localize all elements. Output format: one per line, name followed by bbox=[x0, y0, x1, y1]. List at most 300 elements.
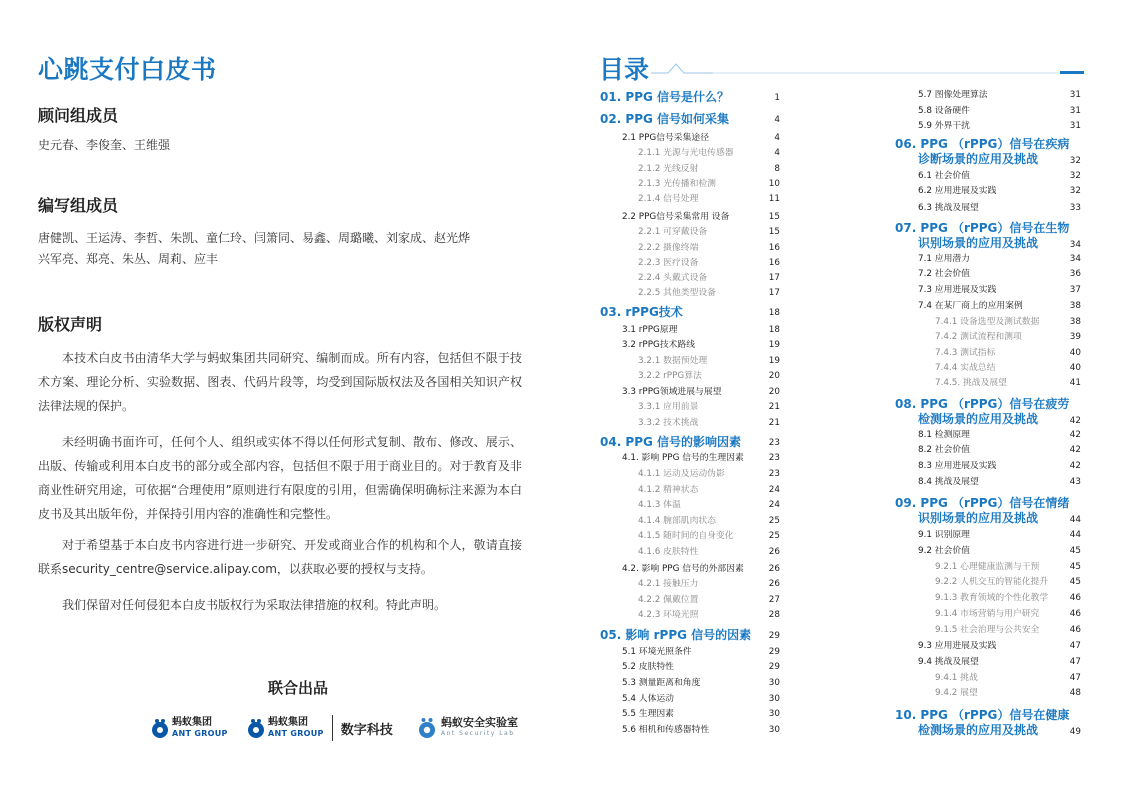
toc-entry-label: 5.4 人体运动 bbox=[622, 694, 674, 704]
toc-entry[interactable] bbox=[918, 529, 1081, 541]
toc-page-number: 44 bbox=[1069, 530, 1081, 540]
toc-entry-label: 2.2.3 医疗设备 bbox=[638, 258, 699, 268]
ant-security-lab-logo bbox=[416, 715, 518, 741]
copyright-paragraph-1: 本技术白皮书由清华大学与蚂蚁集团共同研究、编制而成。所有内容，包括但不限于技术方案、理论分析、实验数据、图表、代码片段等，均受到国际版权法及各国相关知识产权法律法规的保护。 bbox=[38, 351, 522, 413]
toc-entry[interactable] bbox=[600, 305, 780, 320]
toc-page-number: 44 bbox=[1069, 515, 1081, 525]
toc-entry[interactable] bbox=[918, 89, 1081, 101]
toc-entry-text bbox=[638, 609, 698, 621]
toc-entry-label: 5.9 外界干扰 bbox=[918, 121, 970, 131]
toc-entry-label-line2: 检测场景的应用及挑战 bbox=[918, 723, 1039, 737]
toc-entry-label: 5.7 图像处理算法 bbox=[918, 90, 988, 100]
toc-entry-text bbox=[600, 628, 751, 643]
toc-entry-label: 4.1.2 精神状态 bbox=[638, 485, 699, 495]
toc-entry-text bbox=[935, 687, 978, 699]
ant-logo-icon bbox=[246, 717, 266, 739]
toc-entry-text bbox=[935, 672, 978, 684]
toc-entry-text bbox=[918, 429, 970, 441]
toc-page-number: 4 bbox=[774, 133, 780, 143]
toc-entry[interactable] bbox=[622, 708, 780, 720]
toc-entry[interactable] bbox=[918, 545, 1081, 557]
toc-entry-text bbox=[935, 592, 1048, 604]
toc-entry-label: 9.1.3 教育领域的个性化教学 bbox=[935, 593, 1049, 603]
security-lab-cn: 蚂蚁安全实验室 bbox=[441, 716, 518, 729]
toc-page-number: 25 bbox=[768, 531, 780, 541]
ant-digital-logo-cn: 蚂蚁集团 bbox=[268, 717, 308, 728]
toc-entry-label: 7.4.4 实战总结 bbox=[935, 363, 996, 373]
toc-page-number: 20 bbox=[768, 371, 780, 381]
copyright-paragraph-4: 我们保留对任何侵犯本白皮书版权行为采取法律措施的权利。特此声明。 bbox=[62, 598, 447, 612]
toc-entry-text bbox=[638, 226, 707, 238]
ant-group-logo-cn: 蚂蚁集团 bbox=[172, 717, 212, 728]
toc-page-number: 19 bbox=[768, 356, 780, 366]
toc-page-number: 26 bbox=[768, 547, 780, 557]
toc-page-number: 48 bbox=[1069, 688, 1081, 698]
ant-digital-logo-en: ANT GROUP bbox=[268, 729, 324, 738]
toc-entry[interactable] bbox=[600, 90, 780, 105]
toc-page-number: 46 bbox=[1069, 609, 1081, 619]
toc-page-number: 32 bbox=[1069, 186, 1081, 196]
toc-entry-label-line2: 识别场景的应用及挑战 bbox=[918, 511, 1039, 525]
toc-page-number: 23 bbox=[768, 469, 780, 479]
toc-entry[interactable] bbox=[638, 355, 780, 367]
toc-title-rule bbox=[651, 60, 1085, 76]
writers-names-line1: 唐健凯、王运涛、李哲、朱凯、童仁玲、闫箫同、易鑫、周璐曦、刘家成、赵光烨 bbox=[38, 231, 471, 245]
toc-entry[interactable] bbox=[638, 515, 780, 527]
toc-entry-label: 9.4 挑战及展望 bbox=[918, 657, 979, 667]
toc-entry-text bbox=[918, 529, 970, 541]
digital-tech-label: 数字科技 bbox=[340, 722, 393, 738]
toc-entry-label: 4.2.3 环境光照 bbox=[638, 610, 699, 620]
toc-entry-text bbox=[638, 417, 698, 429]
toc-page-number: 30 bbox=[768, 678, 780, 688]
toc-entry[interactable] bbox=[918, 640, 1081, 652]
toc-entry-text bbox=[600, 435, 741, 450]
toc-entry-text bbox=[895, 708, 1069, 738]
toc-page-number: 32 bbox=[1069, 171, 1081, 181]
toc-entry-label: 5.2 皮肤特性 bbox=[622, 662, 674, 672]
toc-entry-text bbox=[918, 476, 979, 488]
toc-entry-text bbox=[622, 661, 674, 673]
toc-entry[interactable] bbox=[638, 257, 780, 269]
toc-page-number: 45 bbox=[1069, 546, 1081, 556]
toc-entry-text bbox=[918, 284, 996, 296]
toc-entry[interactable] bbox=[638, 163, 780, 175]
toc-entry-label: 07. PPG （rPPG）信号在生物 bbox=[895, 221, 1070, 235]
toc-page-number: 23 bbox=[768, 453, 780, 463]
toc-entry-label: 04. PPG 信号的影响因素 bbox=[600, 435, 742, 449]
toc-entry-text bbox=[918, 460, 996, 472]
toc-entry[interactable] bbox=[638, 178, 780, 190]
toc-entry[interactable] bbox=[622, 132, 780, 144]
toc-entry-text bbox=[638, 355, 707, 367]
copyright-heading: 版权声明 bbox=[38, 315, 103, 334]
toc-entry[interactable] bbox=[638, 594, 780, 606]
toc-entry[interactable] bbox=[935, 624, 1081, 636]
toc-entry-text bbox=[895, 137, 1069, 167]
toc-entry[interactable] bbox=[918, 185, 1081, 197]
toc-entry-text bbox=[935, 624, 1039, 636]
toc-entry-label: 9.4.1 挑战 bbox=[935, 673, 978, 683]
ant-group-logo bbox=[150, 715, 228, 741]
toc-entry-label: 4.2.2 佩戴位置 bbox=[638, 595, 699, 605]
joint-production-label: 联合出品 bbox=[268, 679, 329, 697]
toc-entry-text bbox=[638, 515, 716, 527]
toc-entry-label: 10. PPG （rPPG）信号在健康 bbox=[895, 708, 1070, 722]
toc-entry-label: 5.6 相机和传感器特性 bbox=[622, 725, 710, 735]
toc-entry[interactable] bbox=[918, 460, 1081, 472]
toc-entry[interactable] bbox=[918, 284, 1081, 296]
toc-page-number: 17 bbox=[768, 273, 780, 283]
toc-entry-text bbox=[935, 362, 995, 374]
toc-page-number: 43 bbox=[1069, 477, 1081, 487]
toc-entry-text bbox=[638, 578, 698, 590]
toc-entry[interactable] bbox=[622, 339, 780, 351]
toc-entry-text bbox=[918, 268, 970, 280]
toc-entry-label: 9.2 社会价值 bbox=[918, 546, 970, 556]
toc-entry-label: 4.1.5 随时间的自身变化 bbox=[638, 531, 734, 541]
toc-entry[interactable] bbox=[895, 496, 1081, 526]
toc-entry-text bbox=[935, 347, 995, 359]
toc-page-number: 16 bbox=[768, 258, 780, 268]
toc-entry-label: 01. PPG 信号是什么？ bbox=[600, 90, 730, 104]
toc-entry-text bbox=[935, 377, 1007, 389]
security-lab-en: Ant Security Lab bbox=[441, 730, 515, 737]
toc-entry-label: 3.3.2 技术挑战 bbox=[638, 418, 699, 428]
toc-entry-text bbox=[622, 339, 695, 351]
toc-entry[interactable] bbox=[935, 362, 1081, 374]
toc-entry-text bbox=[918, 185, 996, 197]
toc-page-number: 24 bbox=[768, 500, 780, 510]
toc-page-number: 38 bbox=[1069, 317, 1081, 327]
toc-entry-label: 2.1.2 光线反射 bbox=[638, 164, 699, 174]
toc-entry-text bbox=[918, 253, 970, 265]
toc-entry-text bbox=[638, 594, 698, 606]
toc-entry[interactable] bbox=[918, 202, 1081, 214]
toc-page-number: 34 bbox=[1069, 240, 1081, 250]
toc-entry-text bbox=[638, 468, 725, 480]
toc-entry[interactable] bbox=[895, 137, 1081, 167]
toc-page-number: 26 bbox=[768, 564, 780, 574]
toc-entry-label: 06. PPG （rPPG）信号在疾病 bbox=[895, 137, 1070, 151]
toc-entry-label: 2.2.5 其他类型设备 bbox=[638, 288, 716, 298]
toc-entry-label: 08. PPG （rPPG）信号在疲劳 bbox=[895, 397, 1070, 411]
toc-entry-text bbox=[622, 708, 674, 720]
writers-heading: 编写组成员 bbox=[38, 196, 119, 215]
toc-entry-text bbox=[935, 608, 1039, 620]
toc-entry-label: 5.3 测量距离和角度 bbox=[622, 678, 701, 688]
toc-entry-text bbox=[918, 545, 970, 557]
toc-page-number: 11 bbox=[768, 194, 780, 204]
toc-entry[interactable] bbox=[622, 661, 780, 673]
toc-page-number: 45 bbox=[1069, 577, 1081, 587]
toc-entry-label: 2.1 PPG信号采集途径 bbox=[622, 133, 709, 143]
toc-entry[interactable] bbox=[638, 226, 780, 238]
toc-page-number: 40 bbox=[1069, 348, 1081, 358]
toc-entry-label: 9.1.4 市场营销与用户研究 bbox=[935, 609, 1040, 619]
toc-page-number: 17 bbox=[768, 288, 780, 298]
toc-entry-label: 5.1 环境光照条件 bbox=[622, 647, 692, 657]
toc-entry-label: 5.8 设备硬件 bbox=[918, 106, 970, 116]
toc-entry[interactable] bbox=[638, 147, 780, 159]
toc-entry-label-line2: 识别场景的应用及挑战 bbox=[918, 236, 1039, 250]
toc-page-number: 32 bbox=[1069, 156, 1081, 166]
toc-entry[interactable] bbox=[600, 112, 780, 127]
toc-entry-label: 4.2.1 接触压力 bbox=[638, 579, 699, 589]
toc-entry[interactable] bbox=[935, 608, 1081, 620]
toc-entry-label: 7.4.2 测试流程和测项 bbox=[935, 332, 1022, 342]
advisors-heading: 顾问组成员 bbox=[38, 106, 119, 125]
ant-group-logo-en: ANT GROUP bbox=[172, 729, 228, 738]
toc-entry-label-line2: 检测场景的应用及挑战 bbox=[918, 412, 1039, 426]
toc-entry-label: 7.4 在某厂商上的应用案例 bbox=[918, 301, 1023, 311]
toc-entry-text bbox=[895, 496, 1069, 526]
toc-entry[interactable] bbox=[935, 592, 1081, 604]
toc-entry[interactable] bbox=[600, 628, 780, 643]
toc-entry[interactable] bbox=[622, 452, 780, 464]
toc-entry-label: 9.4.2 展望 bbox=[935, 688, 978, 698]
toc-entry[interactable] bbox=[918, 268, 1081, 280]
toc-page-number: 28 bbox=[768, 610, 780, 620]
toc-page-number: 19 bbox=[768, 340, 780, 350]
toc-entry[interactable] bbox=[622, 386, 780, 398]
toc-entry-text bbox=[622, 646, 692, 658]
toc-entry[interactable] bbox=[638, 272, 780, 284]
toc-entry-label: 05. 影响 rPPG 信号的因素 bbox=[600, 628, 752, 642]
toc-entry-label: 7.4.5. 挑战及展望 bbox=[935, 378, 1007, 388]
toc-entry[interactable] bbox=[600, 435, 780, 450]
toc-entry-label: 9.1.5 社会治理与公共安全 bbox=[935, 625, 1040, 635]
toc-entry-label: 4.1.6 皮肤特性 bbox=[638, 547, 699, 557]
toc-entry[interactable] bbox=[935, 576, 1081, 588]
toc-entry-text bbox=[935, 576, 1048, 588]
toc-entry[interactable] bbox=[638, 468, 780, 480]
toc-entry-label: 02. PPG 信号如何采集 bbox=[600, 112, 730, 126]
toc-page-number: 49 bbox=[1069, 727, 1081, 737]
toc-entry[interactable] bbox=[638, 484, 780, 496]
toc-entry-label: 7.1 应用潜力 bbox=[918, 254, 970, 264]
toc-entry[interactable] bbox=[622, 211, 780, 223]
toc-entry-text bbox=[622, 563, 744, 575]
toc-entry-label: 4.1.4 腕部肌肉状态 bbox=[638, 516, 716, 526]
toc-page-number: 31 bbox=[1069, 121, 1081, 131]
toc-entry[interactable] bbox=[895, 397, 1081, 427]
toc-entry[interactable] bbox=[895, 708, 1081, 738]
toc-entry-label: 9.2.2 人机交互的智能化提升 bbox=[935, 577, 1049, 587]
toc-page-number: 42 bbox=[1069, 445, 1081, 455]
toc-entry[interactable] bbox=[638, 417, 780, 429]
toc-page-number: 36 bbox=[1069, 269, 1081, 279]
toc-entry-label: 6.2 应用进展及实践 bbox=[918, 186, 997, 196]
toc-entry[interactable] bbox=[918, 105, 1081, 117]
toc-entry-text bbox=[622, 693, 674, 705]
toc-entry-label: 09. PPG （rPPG）信号在情绪 bbox=[895, 496, 1070, 510]
toc-entry[interactable] bbox=[638, 578, 780, 590]
toc-entry[interactable] bbox=[918, 300, 1081, 312]
toc-entry[interactable] bbox=[935, 316, 1081, 328]
toc-entry[interactable] bbox=[935, 331, 1081, 343]
toc-entry[interactable] bbox=[935, 377, 1081, 389]
toc-entry-label: 4.1. 影响 PPG 信号的生理因素 bbox=[622, 453, 744, 463]
toc-page-number: 46 bbox=[1069, 593, 1081, 603]
toc-entry-label: 8.4 挑战及展望 bbox=[918, 477, 979, 487]
copyright-paragraph-3: 对于希望基于本白皮书内容进行进一步研究、开发或商业合作的机构和个人，敬请直接联系security_centre@service.alipay.com，以获取必要的授权与支持。 bbox=[38, 538, 522, 576]
document-title: 心跳支付白皮书 bbox=[38, 55, 217, 84]
logo-divider bbox=[332, 715, 333, 741]
toc-page-number: 18 bbox=[768, 325, 780, 335]
toc-entry-text bbox=[935, 331, 1022, 343]
toc-entry-label: 9.2.1 心理健康监测与干预 bbox=[935, 562, 1040, 572]
toc-entry-text bbox=[638, 257, 698, 269]
toc-entry[interactable] bbox=[622, 724, 780, 736]
toc-page-number: 29 bbox=[768, 647, 780, 657]
toc-entry[interactable] bbox=[918, 170, 1081, 182]
toc-entry-label: 3.1 rPPG原理 bbox=[622, 325, 678, 335]
toc-page-number: 24 bbox=[768, 485, 780, 495]
toc-entry-text bbox=[918, 444, 970, 456]
toc-page-number: 8 bbox=[774, 164, 780, 174]
toc-entry[interactable] bbox=[638, 287, 780, 299]
toc-entry[interactable] bbox=[622, 646, 780, 658]
toc-page-number: 34 bbox=[1069, 254, 1081, 264]
toc-entry-text bbox=[622, 132, 709, 144]
toc-entry-text bbox=[895, 397, 1069, 427]
toc-entry[interactable] bbox=[638, 499, 780, 511]
toc-page-number: 29 bbox=[768, 631, 780, 641]
toc-page-number: 30 bbox=[768, 725, 780, 735]
toc-entry-label: 7.3 应用进展及实践 bbox=[918, 285, 997, 295]
toc-entry-text bbox=[895, 221, 1069, 251]
toc-entry-text bbox=[918, 202, 979, 214]
toc-entry-text bbox=[918, 89, 988, 101]
toc-entry[interactable] bbox=[638, 193, 780, 205]
toc-page-number: 15 bbox=[768, 227, 780, 237]
toc-page-number: 40 bbox=[1069, 363, 1081, 373]
toc-entry[interactable] bbox=[638, 609, 780, 621]
toc-entry-label-line2: 诊断场景的应用及挑战 bbox=[918, 152, 1039, 166]
toc-entry-label: 8.2 社会价值 bbox=[918, 445, 970, 455]
copyright-paragraph-2: 未经明确书面许可，任何个人、组织或实体不得以任何形式复制、散布、修改、展示、出版、传输或利用本白皮书的部分或全部内容，包括但不限于用于商业目的。对于教育及非商业性研究用途，可依据“合理使用”原则进行有限度的引用，但需确保明确标注来源为本白皮书及其出版年份，并保持引用内容的准确性和完整性。 bbox=[38, 435, 522, 521]
toc-page-number: 37 bbox=[1069, 285, 1081, 295]
toc-entry-label: 3.2.2 rPPG算法 bbox=[638, 371, 702, 381]
toc-entry-text bbox=[638, 287, 716, 299]
toc-title: 目录 bbox=[599, 55, 650, 84]
toc-page-number: 25 bbox=[768, 516, 780, 526]
toc-entry[interactable] bbox=[622, 563, 780, 575]
toc-entry-text bbox=[622, 211, 729, 223]
toc-entry-text bbox=[622, 724, 709, 736]
toc-page-number: 45 bbox=[1069, 562, 1081, 572]
toc-entry[interactable] bbox=[935, 561, 1081, 573]
toc-entry[interactable] bbox=[918, 476, 1081, 488]
toc-entry-label: 3.2 rPPG技术路线 bbox=[622, 340, 696, 350]
toc-entry-text bbox=[918, 105, 970, 117]
toc-entry-text bbox=[638, 147, 734, 159]
toc-entry[interactable] bbox=[638, 242, 780, 254]
toc-page-number: 38 bbox=[1069, 301, 1081, 311]
toc-entry[interactable] bbox=[638, 546, 780, 558]
toc-page-number: 26 bbox=[768, 579, 780, 589]
toc-entry-text bbox=[638, 499, 681, 511]
toc-page-number: 33 bbox=[1069, 203, 1081, 213]
toc-entry-text bbox=[638, 272, 707, 284]
toc-entry[interactable] bbox=[638, 401, 780, 413]
toc-entry-label: 2.2.2 摄像终端 bbox=[638, 243, 699, 253]
toc-entry-label: 5.5 生理因素 bbox=[622, 709, 674, 719]
toc-page-number: 23 bbox=[768, 438, 780, 448]
toc-entry[interactable] bbox=[918, 120, 1081, 132]
toc-entry[interactable] bbox=[622, 677, 780, 689]
toc-entry-label: 3.2.1 数据预处理 bbox=[638, 356, 708, 366]
toc-entry-text bbox=[622, 677, 700, 689]
toc-entry-label: 2.1.4 信号处理 bbox=[638, 194, 699, 204]
toc-entry-label: 4.1.3 体温 bbox=[638, 500, 681, 510]
toc-entry-label: 2.2 PPG信号采集常用 设备 bbox=[622, 212, 730, 222]
toc-page-number: 46 bbox=[1069, 625, 1081, 635]
toc-entry-text bbox=[638, 530, 734, 542]
toc-entry[interactable] bbox=[935, 672, 1081, 684]
toc-entry[interactable] bbox=[918, 656, 1081, 668]
toc-entry[interactable] bbox=[638, 530, 780, 542]
toc-entry[interactable] bbox=[918, 444, 1081, 456]
toc-entry[interactable] bbox=[622, 324, 780, 336]
toc-entry[interactable] bbox=[935, 687, 1081, 699]
toc-page-number: 16 bbox=[768, 243, 780, 253]
toc-page-number: 41 bbox=[1069, 378, 1081, 388]
toc-entry-text bbox=[918, 120, 970, 132]
toc-entry[interactable] bbox=[918, 429, 1081, 441]
toc-entry[interactable] bbox=[622, 693, 780, 705]
toc-entry-label: 4.2. 影响 PPG 信号的外部因素 bbox=[622, 564, 744, 574]
toc-entry-text bbox=[638, 163, 698, 175]
toc-page-number: 29 bbox=[768, 662, 780, 672]
toc-entry-label: 03. rPPG技术 bbox=[600, 305, 683, 319]
toc-page-number: 31 bbox=[1069, 106, 1081, 116]
toc-entry-label: 9.3 应用进展及实践 bbox=[918, 641, 997, 651]
toc-page-number: 42 bbox=[1069, 430, 1081, 440]
toc-entry-text bbox=[638, 401, 698, 413]
toc-page-number: 42 bbox=[1069, 416, 1081, 426]
toc-page-number: 21 bbox=[768, 402, 780, 412]
advisors-names: 史元春、李俊奎、王维强 bbox=[38, 138, 171, 152]
toc-entry-text bbox=[918, 640, 996, 652]
toc-entry[interactable] bbox=[918, 253, 1081, 265]
toc-entry[interactable] bbox=[895, 221, 1081, 251]
toc-page-number: 18 bbox=[768, 308, 780, 318]
toc-entry-label: 8.1 检测原理 bbox=[918, 430, 970, 440]
toc-page-number: 27 bbox=[768, 595, 780, 605]
toc-entry-text bbox=[918, 656, 979, 668]
toc-entry[interactable] bbox=[638, 370, 780, 382]
toc-entry-label: 7.4.1 设备选型及测试数据 bbox=[935, 317, 1040, 327]
toc-entry-label: 8.3 应用进展及实践 bbox=[918, 461, 997, 471]
toc-entry-text bbox=[600, 112, 729, 127]
toc-entry[interactable] bbox=[935, 347, 1081, 359]
toc-entry-label: 7.4.3 测试指标 bbox=[935, 348, 996, 358]
toc-entry-text bbox=[638, 178, 716, 190]
toc-page-number: 21 bbox=[768, 418, 780, 428]
toc-page-number: 20 bbox=[768, 387, 780, 397]
toc-page-number: 47 bbox=[1069, 641, 1081, 651]
toc-entry-text bbox=[622, 452, 744, 464]
toc-entry-text bbox=[918, 170, 970, 182]
security-lab-icon bbox=[416, 716, 438, 740]
ant-logo-icon bbox=[150, 717, 170, 739]
toc-entry-label: 4.1.1 运动及运动伪影 bbox=[638, 469, 725, 479]
toc-entry-text bbox=[600, 305, 683, 320]
toc-page-number: 30 bbox=[768, 694, 780, 704]
toc-page-number: 1 bbox=[774, 93, 780, 103]
